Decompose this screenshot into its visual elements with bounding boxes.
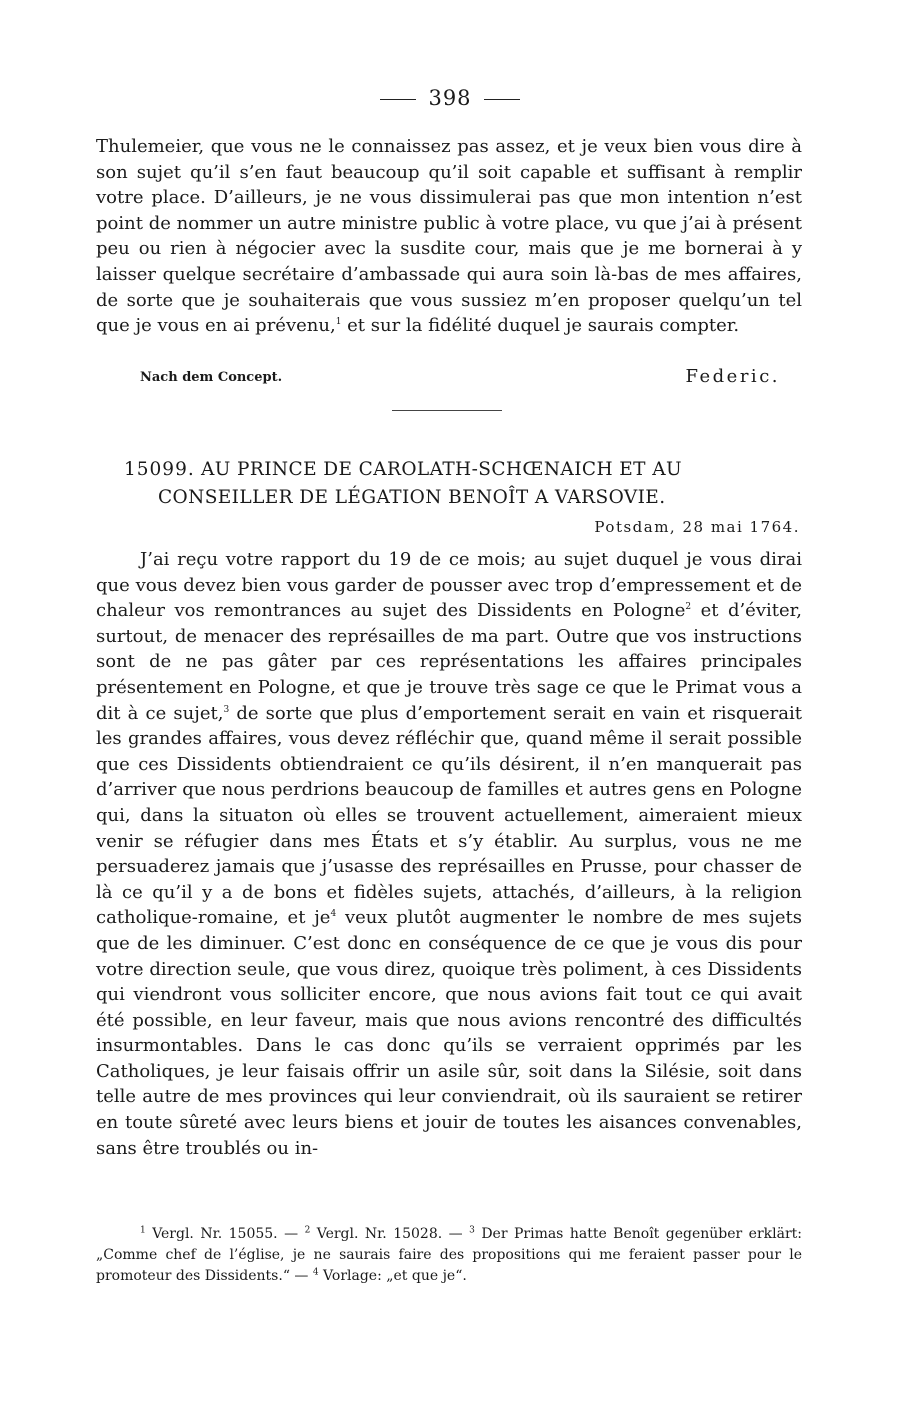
footnote-text-3: Der Primas hatte Benoît gegenüber erklärt: „Comme chef de l’église, je ne saurais faire des propositions qui me feraient passer pour le promoteur des Dissidents.“ — — [96, 1226, 803, 1284]
footnotes — [96, 1224, 802, 1287]
closing-row — [140, 366, 780, 390]
footnote-text-2: Vergl. Nr. 15028. — — [310, 1226, 470, 1242]
footnote-ref-1: 1 — [335, 317, 342, 328]
footnote-text-1: Vergl. Nr. 15055. — — [145, 1226, 305, 1242]
letter-paragraph — [96, 547, 802, 1161]
body-text-3: de sorte que plus d’emportement serait en vain et risquerait les grandes affaires, vous devez réfléchir que, quand même il serait possible que ces Dissidents obtiendraient ce qu’ils désirent, il n’en manquerait pas d’arriver que nous perdrions beaucoup de familles et autres gens en Pologne qui, dans la situaton où elles se trouvent actuellement, aimeraient mieux venir se réfugier dans mes États et s’y établir. Au surplus, vous ne me persuaderez jamais que j’usasse des représailles en Prusse, pour chasser de là ce qu’il y a de bons et fidèles sujets, attachés, d’ailleurs, à la religion catholique-romaine, et je — [96, 702, 803, 929]
previous-letter-text: Thulemeier, que vous ne le connaissez pas assez, et je veux bien vous dire à son sujet qu’il s’en faut beaucoup qu’il soit capable et suffisant à remplir votre place. D’ailleurs, je ne vous dissimulerai pas que mon intention n’est point de nommer un autre ministre public à votre place, vu que j’ai à présent peu ou rien à négocier avec la susdite cour, mais que je me bornerai à y laisser quelque secrétaire d’ambassade qui aura soin là-bas de mes affaires, de sorte que je souhaiterais que vous sussiez m’en proposer quelqu’un tel que je vous en ai prévenu, — [96, 136, 802, 337]
footnote-mark-2: 2 — [304, 1225, 311, 1236]
footnote-text-4: Vorlage: „et que je“. — [318, 1268, 467, 1284]
letter-body — [96, 547, 802, 1161]
footnote-ref-3: 3 — [223, 704, 230, 715]
separator-line — [392, 410, 502, 411]
body-text-4: veux plutôt augmenter le nombre de mes sujets que de les diminuer. C’est donc en conséquence de ce que je vous dis pour votre direction seule, que vous direz, quoique très poliment, à ces Dissidents qui viendront vous solliciter encore, que nous avions fait tout ce qui avait été possible, en leur faveur, mais que nous avions rencontré des difficultés insurmontables. Dans le cas donc qu’ils se verraient opprimés par les Catholiques, je leur faisais offrir un asile sûr, soit dans la Silésie, soit dans telle autre de mes provinces qui leur conviendrait, où ils sauraient se retirer en toute sûreté avec leurs biens et jouir de toutes les aisances convenables, sans être troublés ou in- — [96, 907, 802, 1159]
footnote-mark-4: 4 — [312, 1267, 319, 1278]
body-text-2: et d’éviter, surtout, de menacer des représailles de ma part. Outre que vos instructions sont de ne pas gâter par ces représentations les affaires principales présentement en Pologne, et que je trouve très sage ce que le Primat vous a dit à ce sujet, — [96, 600, 802, 724]
letter-heading — [110, 456, 790, 512]
heading-line-1 — [110, 456, 790, 484]
heading-text-1: AU PRINCE DE CAROLATH-SCHŒNAICH ET AU — [201, 459, 682, 480]
heading-line-2: CONSEILLER DE LÉGATION BENOÎT A VARSOVIE. — [158, 487, 666, 508]
page-number: 398 — [428, 86, 472, 110]
body-text-1: J’ai reçu votre rapport du 19 de ce mois; au sujet duquel je vous dirai que vous devez bien vous garder de pousser avec trop d’empressement et de chaleur vos remontrances au sujet des Dissidents en Pologne — [96, 549, 802, 622]
signature: Federic. — [685, 366, 780, 387]
page-number-header — [0, 86, 900, 110]
footnote-paragraph — [96, 1224, 802, 1287]
left-dash — [380, 99, 416, 100]
footnote-ref-2: 2 — [685, 602, 692, 613]
previous-letter-text-end: et sur la fidélité duquel je saurais compter. — [341, 315, 740, 337]
place-date: Potsdam, 28 mai 1764. — [594, 518, 800, 536]
letter-number: 15099. — [124, 459, 195, 480]
right-dash — [484, 99, 520, 100]
footnote-mark-3: 3 — [469, 1225, 475, 1236]
footnote-ref-4: 4 — [330, 909, 337, 920]
footnote-mark-1: 1 — [140, 1225, 146, 1236]
previous-letter-paragraph — [96, 134, 802, 339]
source-note: Nach dem Concept. — [140, 370, 283, 385]
previous-letter-ending — [96, 134, 802, 339]
